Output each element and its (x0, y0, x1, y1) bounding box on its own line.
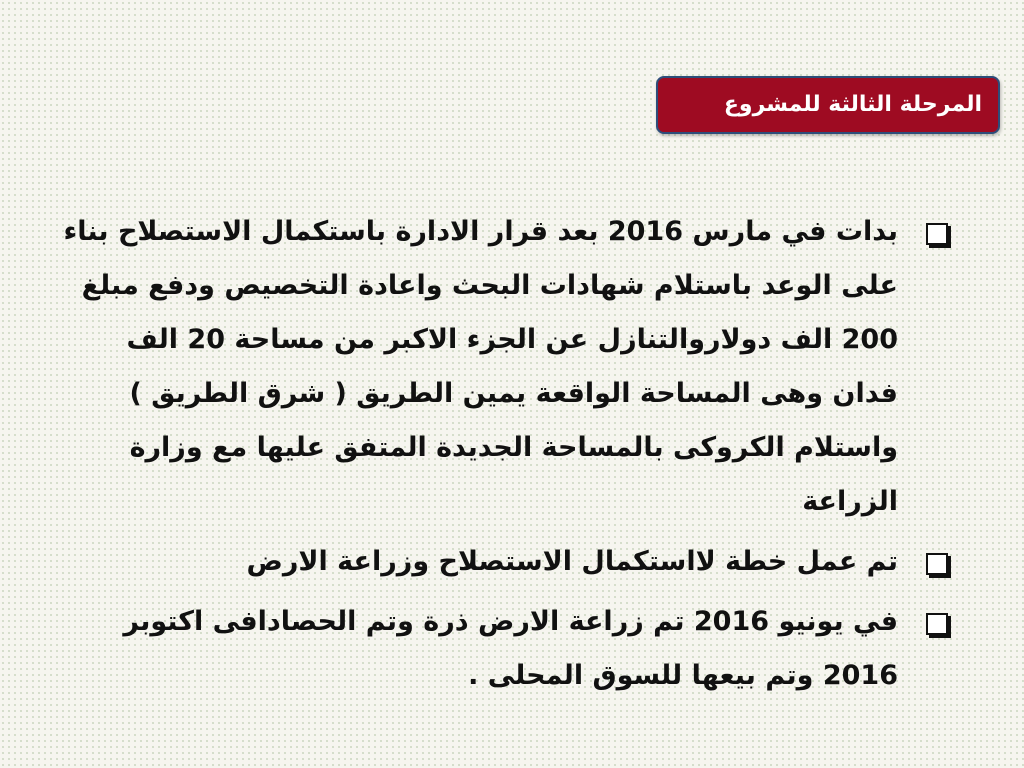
checkbox-bullet-icon (926, 223, 948, 245)
bullet-text: بدات في مارس 2016 بعد قرار الادارة باستكمال الاستصلاح بناء على الوعد باستلام شهادات البحث واعادة التخصيص ودفع مبلغ 200 الف دولاروالتنازل عن الجزء الاكبر من مساحة 20 الف فدان وهى المساحة الواقعة يمين الطريق ( شرق الطريق ) واستلام الكروكى بالمساحة الجديدة المتفق عليها مع وزارة الزراعة (63, 216, 898, 517)
bullet-item (60, 595, 960, 703)
bullet-item (60, 205, 960, 529)
bullet-list (60, 205, 960, 709)
checkbox-bullet-icon (926, 553, 948, 575)
slide-title: المرحلة الثالثة للمشروع (723, 92, 982, 117)
checkbox-bullet-icon (926, 613, 948, 635)
bullet-item (60, 535, 960, 589)
slide-title-box (656, 76, 1000, 134)
bullet-text: تم عمل خطة لااستكمال الاستصلاح وزراعة الارض (246, 546, 898, 577)
bullet-text: في يونيو 2016 تم زراعة الارض ذرة وتم الحصادافى اكتوبر 2016 وتم بيعها للسوق المحلى . (123, 606, 898, 691)
